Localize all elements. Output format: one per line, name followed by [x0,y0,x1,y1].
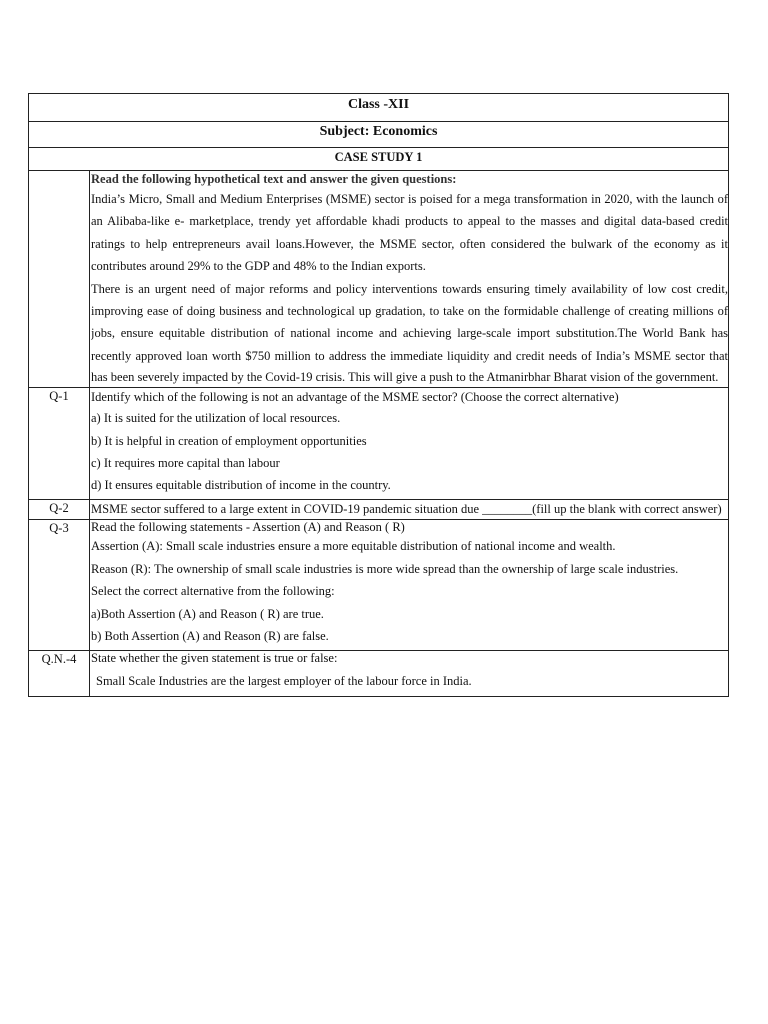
passage-line: There is an urgent need of major reforms and policy interventions towards ensuring timely availability of low cost credit, [91,281,729,296]
question-option: c) It requires more capital than labour [91,455,280,470]
passage-cell [90,171,729,388]
question-option: b) Both Assertion (A) and Reason (R) are false. [91,628,329,643]
question-stem: Read the following statements - Assertion (A) and Reason ( R) [91,520,405,535]
question-3-cell [90,520,729,651]
passage-instruction: Read the following hypothetical text and answer the given questions: [91,172,457,186]
question-2-cell [90,500,729,520]
question-number: Q-2 [29,500,90,520]
passage-line: an Alibaba-like e- marketplace, trendy yet affordable khadi products to appeal to the masses and digital data-based credit [91,214,729,229]
question-option: a)Both Assertion (A) and Reason ( R) are true. [91,606,324,621]
question-number: Q-1 [29,388,90,500]
case-study-table [28,93,729,697]
passage-line: ratings to help entrepreneurs avail loans.However, the MSME sector, often considered the bulwark of the economy as it [91,236,729,251]
question-4-cell [90,650,729,696]
question-number: Q-3 [29,520,90,651]
question-stem: Identify which of the following is not an advantage of the MSME sector? (Choose the correct alternative) [91,390,619,405]
passage-line: India’s Micro, Small and Medium Enterprises (MSME) sector is poised for a mega transformation in 2020, with the launch of [91,192,729,206]
question-statement: Reason (R): The ownership of small scale industries is more wide spread than the ownership of large scale industries. [91,561,679,576]
question-statement: Small Scale Industries are the largest employer of the labour force in India. [96,673,472,688]
worksheet [28,93,728,697]
passage-number-cell [29,171,90,388]
question-statement: Assertion (A): Small scale industries ensure a more equitable distribution of national income and wealth. [91,539,616,554]
question-1-cell [90,388,729,500]
question-stem: State whether the given statement is true or false: [91,650,338,665]
passage-line: improving ease of doing business and technological up gradation, to take on the formidable challenge of creating millions of [91,303,729,318]
class-heading: Class -XII [29,94,729,122]
question-option: a) It is suited for the utilization of local resources. [91,411,341,426]
passage-line: has been severely impacted by the Covid-19 crisis. This will give a push to the Atmanirbhar Bharat vision of the government. [91,370,719,385]
passage-line: contributes around 29% to the GDP and 48% to the Indian exports. [91,259,426,274]
subject-heading: Subject: Economics [29,122,729,148]
question-option: b) It is helpful in creation of employment opportunities [91,433,367,448]
question-number: Q.N.-4 [29,650,90,696]
passage-line: recently approved loan worth $750 million to address the immediate liquidity and credit needs of India’s MSME sector that [91,348,729,363]
case-study-heading: CASE STUDY 1 [29,148,729,171]
question-statement: Select the correct alternative from the following: [91,584,335,599]
question-stem: MSME sector suffered to a large extent in COVID-19 pandemic situation due ________(fill up the blank with correct answer) [91,502,722,517]
question-option: d) It ensures equitable distribution of income in the country. [91,478,391,493]
passage-line: jobs, ensure equitable distribution of national income and achieving large-scale import substitution.The World Bank has [91,326,729,341]
